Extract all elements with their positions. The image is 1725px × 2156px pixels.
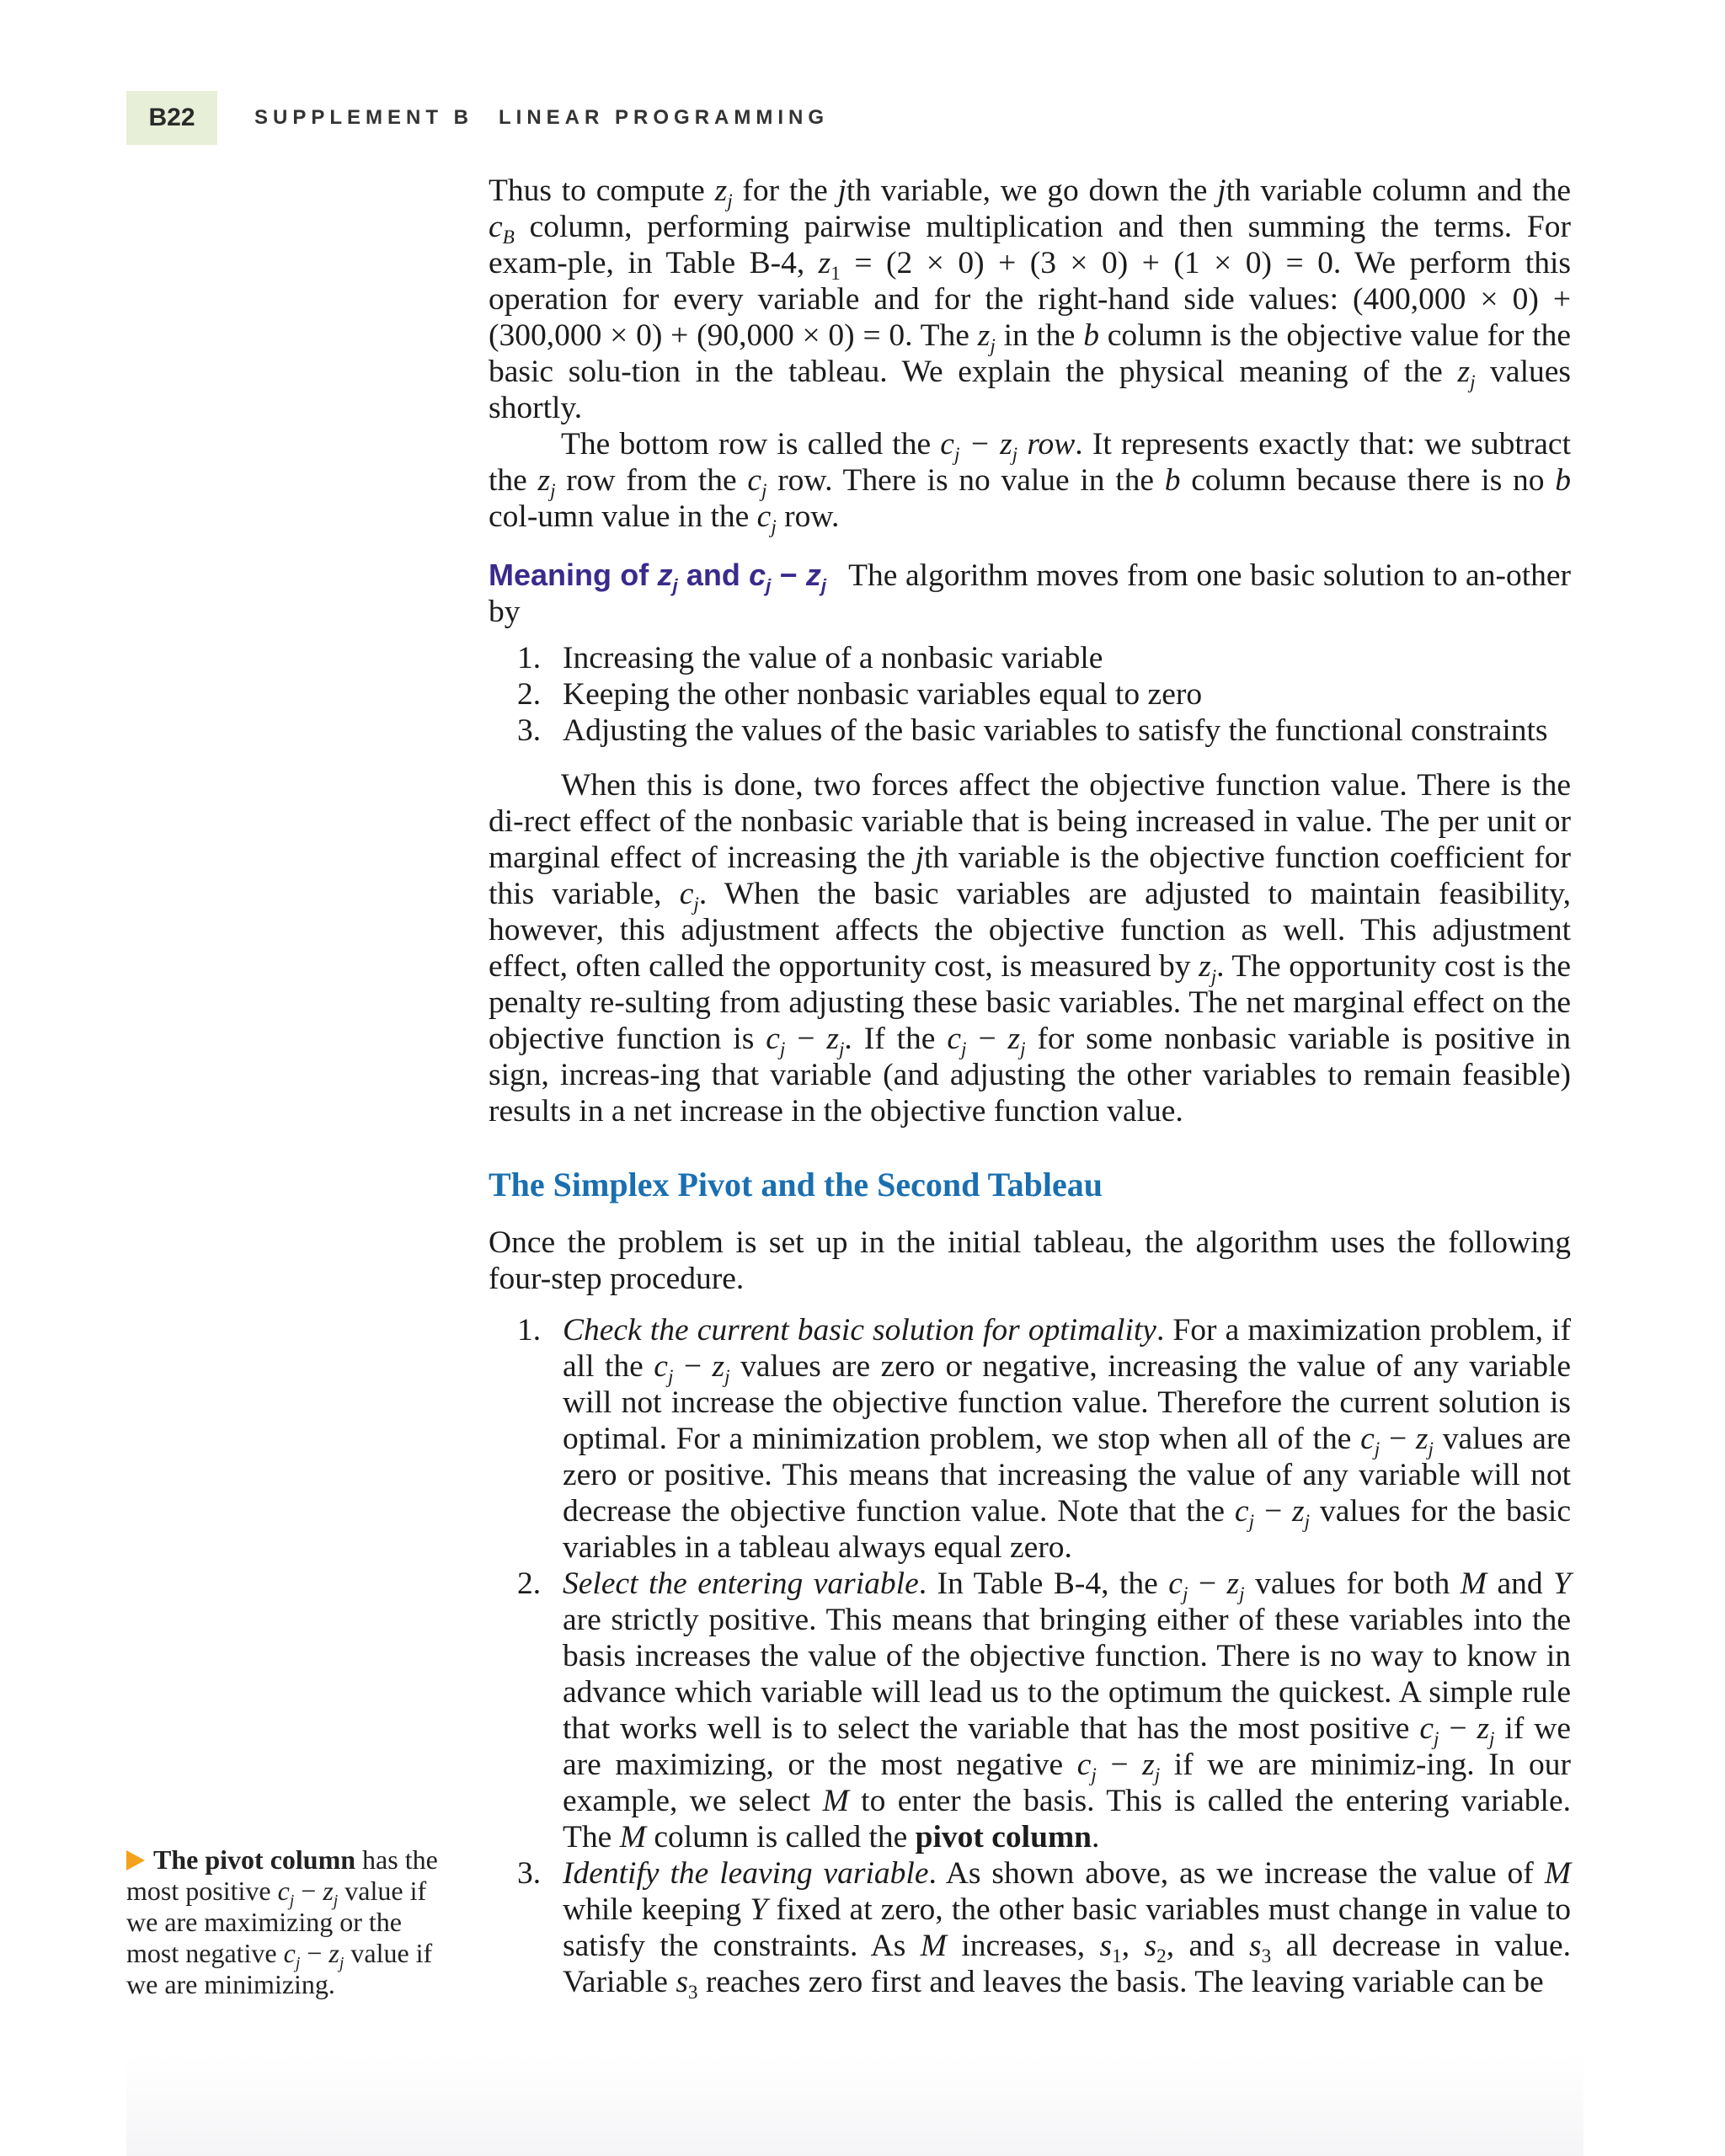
paragraph-four-step-intro: Once the problem is set up in the initial tableau, the algorithm uses the following four-step procedure. [489, 1225, 1571, 1296]
paragraph-opportunity-cost: When this is done, two forces affect the objective function value. There is the di-rect effect of the nonbasic variable that is being increased in value. The per unit or marginal effect of increasing the jth variable is the objective function coefficient for this variable, $c_j$. When the basic variables are adjusted to maintain feasibility, however, this adjustment affects the objective function as well. This adjustment effect, often called the opportunity cost, is measured by $z_j$. The opportunity cost is the penalty re-sulting from adjusting these basic variables. The net marginal effect on the objective function is $c_j - z_j$. If the $c_j - z_j$ for some nonbasic variable is positive in sign, increas-ing that variable (and adjusting the other variables to remain feasible) results in a net increase in the objective function value. [489, 768, 1571, 1129]
algorithm-moves-list [489, 640, 1571, 749]
page-bottom-shade [126, 2055, 1583, 2156]
paragraph-meaning-intro: Meaning of $z_j$ and $c_j - z_j$ The algorithm moves from one basic solution to an-other by [489, 558, 1571, 629]
paragraph-bottom-row: The bottom row is called the $c_j - z_j$ row. It represents exactly that: we subtract the $z_j$ row from the $c_j$ row. There is no value in the b column because there is no b col-umn value in the $c_j$ row. [489, 427, 1571, 539]
run-in-heading-meaning: Meaning of $z_j$ and $c_j - z_j$ [489, 558, 827, 596]
list-item: 2. Select the entering variable. In Table B-4, the $c_j - z_j$ values for both M and Y are strictly positive. This means that bringing either of these variables into the basis increases the value of the objective function. There is no way to know in advance which variable will lead us to the optimum the quickest. A simple rule that works well is to select the variable that has the most positive $c_j - z_j$ if we are maximizing, or the most negative $c_j - z_j$ if we are minimiz-ing. In our example, we select M to enter the basis. This is called the entering variable. The M column is called the pivot column. [517, 1566, 1571, 1854]
list-item: 3. Identify the leaving variable. As shown above, as we increase the value of M while keeping Y fixed at zero, the other basic variables must change in value to satisfy the constraints. As M increases, $s_1$, $s_2$, and $s_3$ all decrease in value. Variable $s_3$ reaches zero first and leaves the basis. The leaving variable can be [517, 1856, 1572, 2004]
list-item: 2. Keeping the other nonbasic variables equal to zero [517, 677, 1203, 712]
section-title-simplex-pivot: The Simplex Pivot and the Second Tableau [489, 1166, 1103, 1203]
four-step-procedure-list [489, 1312, 1572, 2004]
running-head-chapter: LINEAR PROGRAMMING [499, 106, 830, 129]
page-number: B22 [126, 91, 217, 145]
list-item: 3. Adjusting the values of the basic variables to satisfy the functional constraints [517, 713, 1548, 748]
running-head [254, 106, 829, 130]
margin-note-pivot-column: The pivot column has the most positive $c_j - z_j$ value if we are maximizing or the most negative $c_j - z_j$ value if we are minimizing. [126, 1844, 438, 1999]
running-head-supplement: SUPPLEMENT B [254, 106, 474, 129]
list-item: 1. Increasing the value of a nonbasic variable [517, 641, 1103, 675]
main-text-column [489, 173, 1572, 2004]
list-item: 1. Check the current basic solution for optimality. For a maximization problem, if all the $c_j - z_j$ values are zero or negative, increasing the value of any variable will not increase the objective function value. Therefore the current solution is optimal. For a minimization problem, we stop when all of the $c_j - z_j$ values are zero or positive. This means that increasing the value of any variable will not decrease the objective function value. Note that the $c_j - z_j$ values for the basic variables in a tableau always equal zero. [517, 1313, 1572, 1565]
triangle-arrow-icon [126, 1850, 145, 1870]
paragraph-zj-computation: Thus to compute $z_j$ for the jth variable, we go down the jth variable column and the $c_B$ column, performing pairwise multiplication and then summing the terms. For exam-ple, in Table B-4, $z_1 = (2 \times 0) + (3 \times 0) + (1 \times 0) = 0$. We perform this operation for every variable and for the right-hand side values: (400,000 × 0) + (300,000 × 0) + (90,000 × 0) = 0. The $z_j$ in the b column is the objective value for the basic solu-tion in the tableau. We explain the physical meaning of the $z_j$ values shortly. [489, 173, 1571, 425]
